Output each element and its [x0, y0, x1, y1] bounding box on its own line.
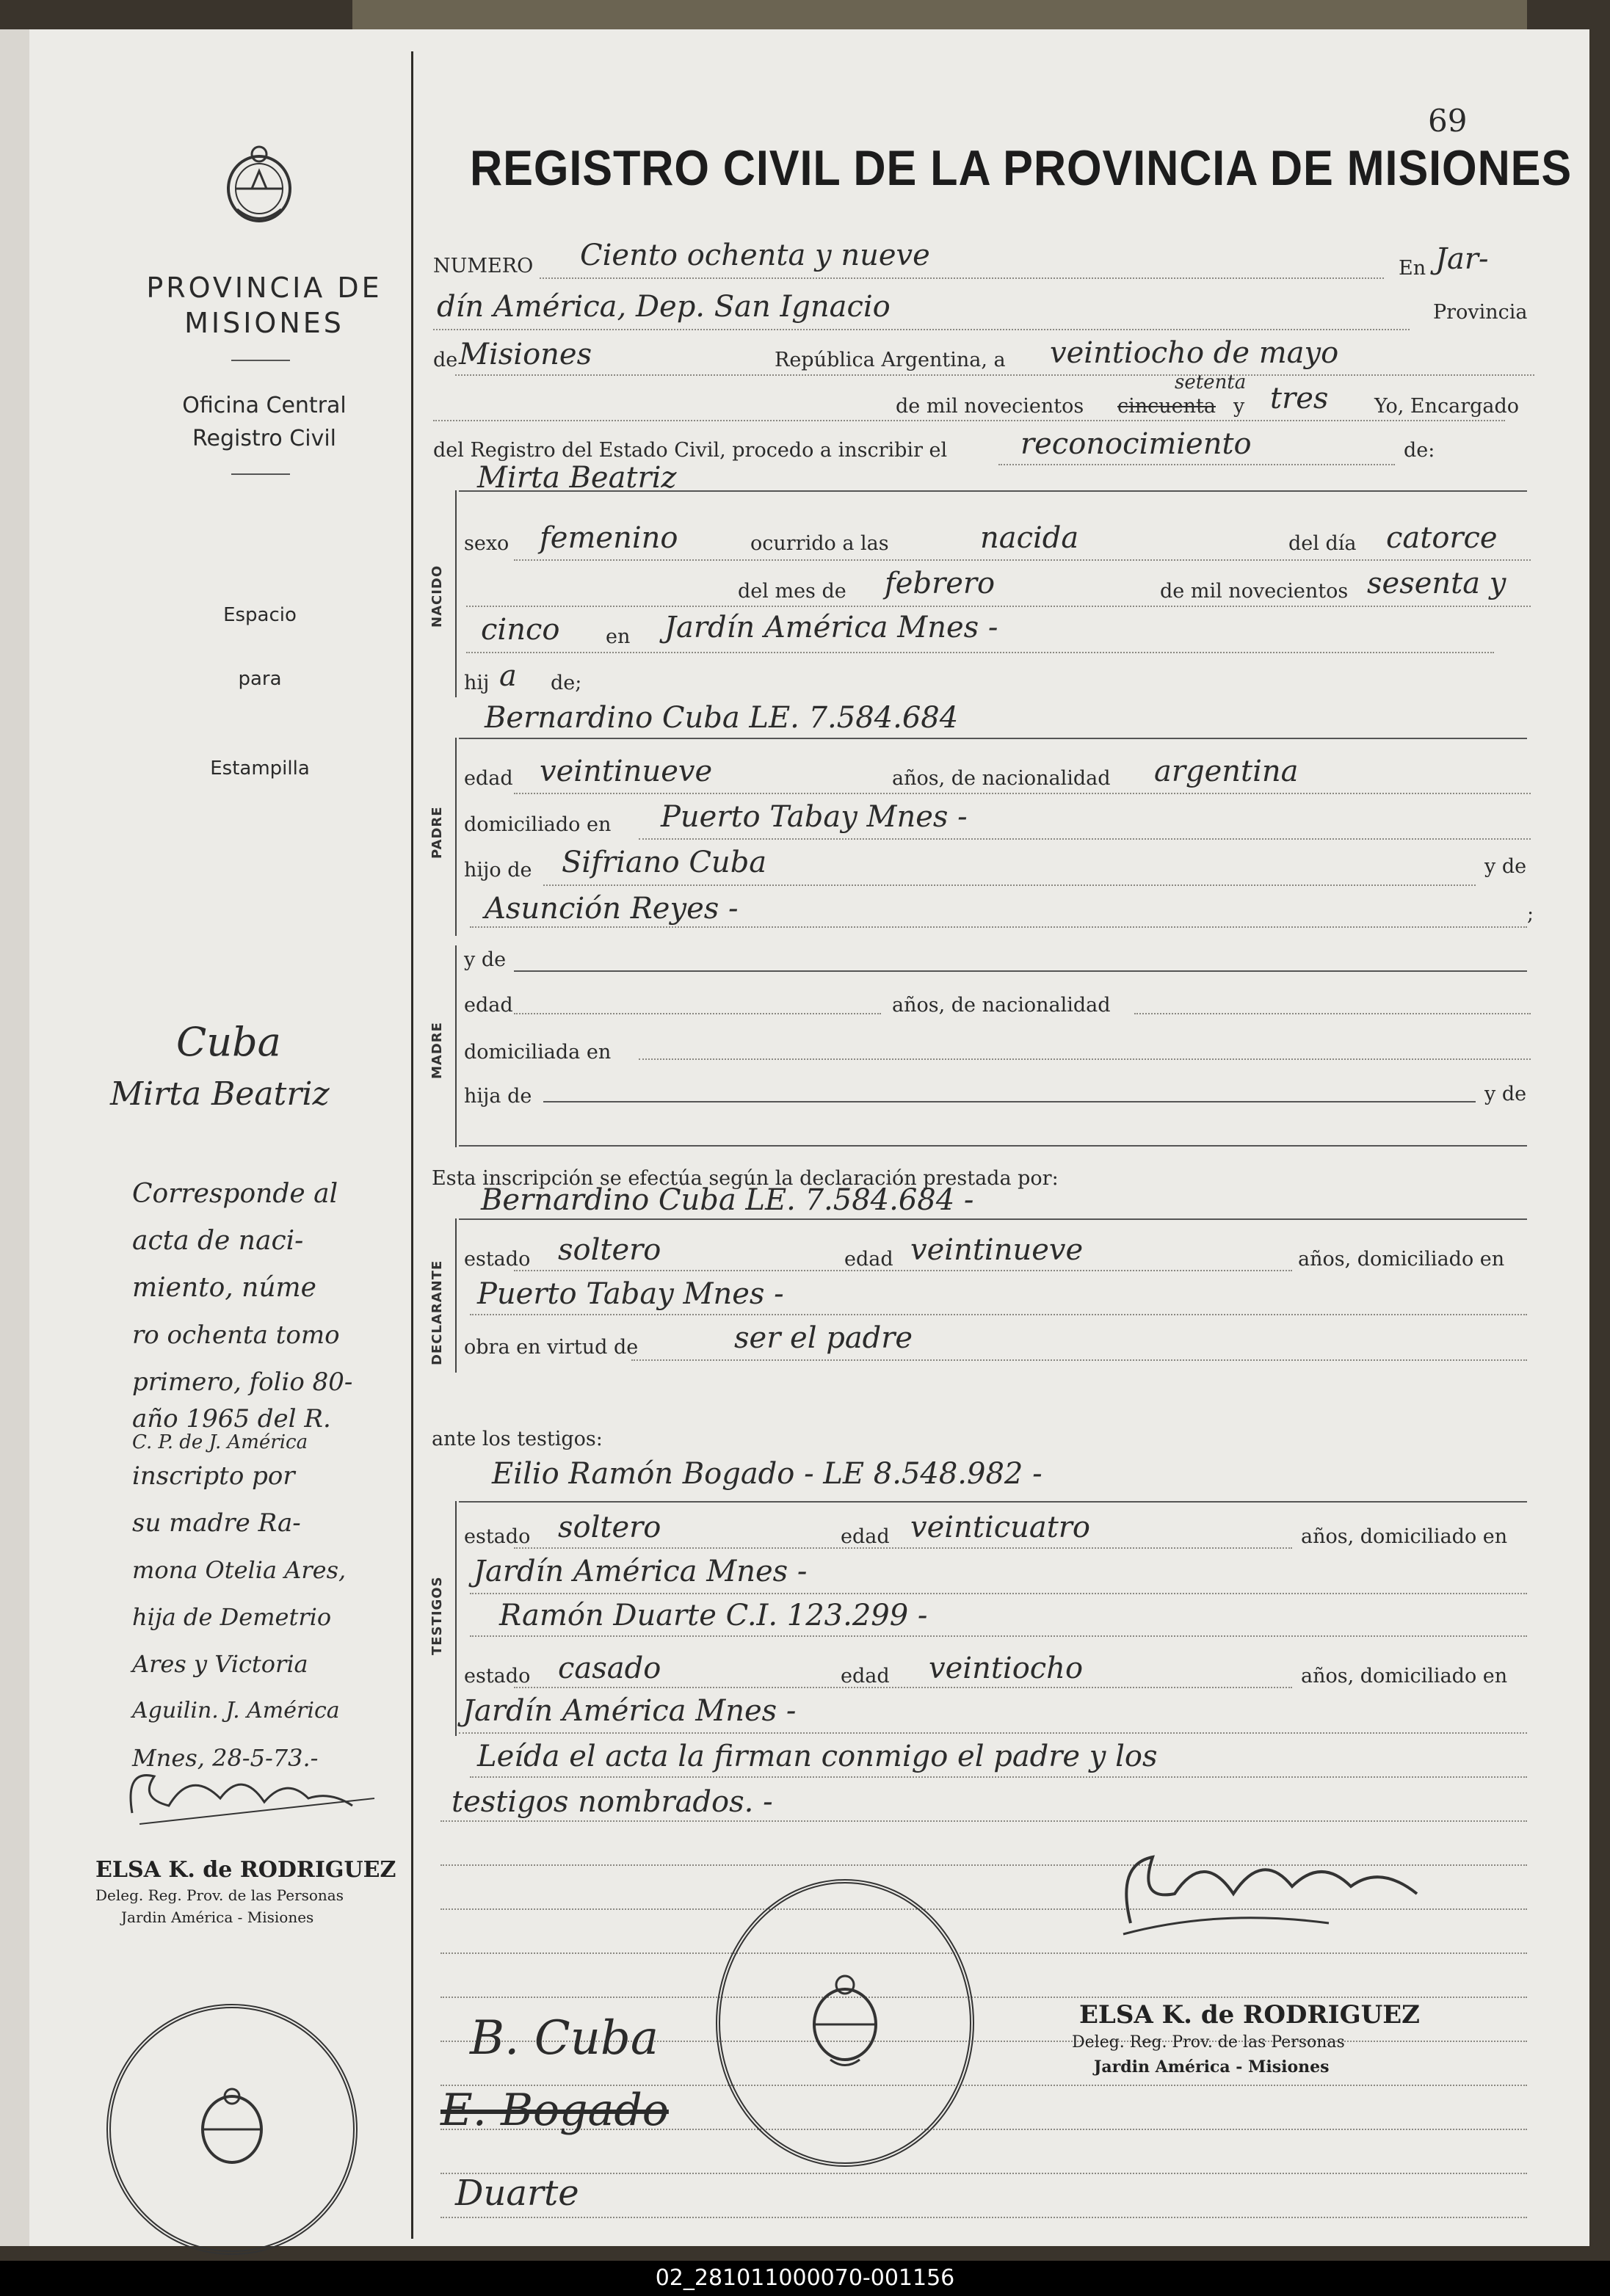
seal-emblem-icon — [188, 2085, 276, 2173]
officer-signature — [1109, 1835, 1432, 1945]
father-edad-value: veintinueve — [540, 755, 713, 788]
mes-value: febrero — [885, 567, 996, 600]
witness1-edad-value: veinticuatro — [910, 1511, 1090, 1544]
page-title: REGISTRO CIVIL DE LA PROVINCIA DE MISIONES — [470, 140, 1573, 196]
office-line2: Registro Civil — [192, 426, 336, 451]
year-setenta-value: setenta — [1175, 371, 1247, 393]
declaracion-label: Esta inscripción se efectúa según la declaración prestada por: — [432, 1167, 1059, 1190]
mother-nacionalidad-label: años, de nacionalidad — [892, 994, 1111, 1017]
image-code-footer: 02_281011000070-001156 — [0, 2261, 1610, 2296]
declarante-section-label: DECLARANTE — [429, 1260, 445, 1365]
cincuenta-label: cincuenta — [1117, 395, 1216, 418]
provincia-label: Provincia — [1433, 301, 1528, 324]
official-stamp-line2: Deleg. Reg. Prov. de las Personas — [1072, 2033, 1345, 2052]
ocurrido-label: ocurrido a las — [750, 532, 889, 555]
child-name-value: Mirta Beatriz — [477, 461, 677, 495]
republica-label: República Argentina, a — [775, 349, 1006, 371]
father-domicilio-label: domiciliado en — [464, 813, 612, 836]
del-mes-label: del mes de — [738, 580, 846, 603]
witness1-domicilio-label: años, domiciliado en — [1301, 1525, 1508, 1548]
mother-hija-de-label: hija de — [464, 1085, 532, 1108]
declarant-domicilio-value: Puerto Tabay Mnes - — [477, 1277, 784, 1311]
year-value-part2: cinco — [481, 613, 560, 647]
year-tres-value: tres — [1270, 382, 1329, 415]
annotation-surname: Cuba — [176, 1019, 281, 1065]
witness2-signature: Duarte — [455, 2173, 579, 2214]
annotation-line: Ares y Victoria — [132, 1650, 308, 1678]
province-title-line2: MISIONES — [184, 307, 344, 339]
office-rule — [231, 473, 290, 475]
father-nacionalidad-value: argentina — [1154, 755, 1299, 788]
declarant-estado-label: estado — [464, 1248, 531, 1271]
page-number: 69 — [1428, 103, 1468, 139]
column-divider — [411, 51, 413, 2239]
margin-officer-stamp-line3: Jardin América - Misiones — [121, 1908, 314, 1926]
left-margin-column — [66, 51, 411, 2239]
stamp-space-label-2: para — [238, 668, 282, 690]
margin-officer-stamp-line2: Deleg. Reg. Prov. de las Personas — [95, 1886, 344, 1904]
stamp-space-label-1: Espacio — [223, 604, 297, 626]
main-oval-seal — [716, 1879, 974, 2167]
annotation-line: primero, folio 80- — [132, 1367, 353, 1397]
mother-edad-label: edad — [464, 994, 513, 1017]
annotation-given-names: Mirta Beatriz — [110, 1075, 330, 1113]
hij-label: hij — [464, 672, 490, 694]
y-label: y — [1233, 395, 1245, 418]
annotation-line: Corresponde al — [132, 1179, 338, 1209]
witness1-estado-value: soltero — [558, 1511, 661, 1544]
annotation-line: mona Otelia Ares, — [132, 1556, 347, 1584]
official-stamp-line1: ELSA K. de RODRIGUEZ — [1079, 2000, 1420, 2030]
declarant-domicilio-label: años, domiciliado en — [1298, 1248, 1505, 1271]
mother-y-de2-label: y de — [1484, 1083, 1527, 1105]
date-value: veintiocho de mayo — [1050, 336, 1339, 370]
de-colon-label: de: — [1404, 439, 1435, 462]
father-mother-value: Asunción Reyes - — [485, 892, 739, 926]
closing-statement-line2: testigos nombrados. - — [452, 1785, 773, 1819]
father-semicolon: ; — [1527, 903, 1534, 926]
mother-y-de-label: y de — [464, 948, 507, 971]
ocurrido-value: nacida — [980, 521, 1079, 555]
witness2-edad-value: veintiocho — [929, 1652, 1084, 1685]
annotation-line: su madre Ra- — [132, 1508, 301, 1538]
declarant-edad-label: edad — [844, 1248, 893, 1271]
closing-statement-line1: Leída el acta la firman conmigo el padre y los — [477, 1740, 1158, 1773]
witness2-name-value: Ramón Duarte C.I. 123.299 - — [499, 1599, 928, 1632]
de-label: de — [433, 349, 458, 371]
father-nacionalidad-label: años, de nacionalidad — [892, 767, 1111, 790]
annotation-line: C. P. de J. América — [132, 1431, 308, 1453]
witness2-estado-label: estado — [464, 1665, 531, 1688]
annotation-line: acta de naci- — [132, 1226, 304, 1256]
en-place-label: en — [606, 625, 631, 648]
official-stamp-line3: Jardin América - Misiones — [1094, 2057, 1330, 2077]
annotation-line: año 1965 del R. — [132, 1404, 331, 1434]
father-domicilio-value: Puerto Tabay Mnes - — [661, 800, 968, 834]
witness2-domicilio-value: Jardín América Mnes - — [463, 1694, 797, 1728]
book-cover-strip — [352, 0, 1527, 29]
en-label: En — [1399, 257, 1426, 280]
madre-section-label: MADRE — [429, 1022, 445, 1079]
father-hijo-de-label: hijo de — [464, 859, 532, 882]
witness2-edad-label: edad — [841, 1665, 890, 1688]
father-name-value: Bernardino Cuba LE. 7.584.684 — [485, 701, 959, 735]
dia-value: catorce — [1386, 521, 1498, 555]
registro-label: del Registro del Estado Civil, procedo a inscribir el — [433, 439, 948, 462]
officer-signature-margin — [110, 1754, 389, 1835]
witness2-domicilio-label: años, domiciliado en — [1301, 1665, 1508, 1688]
witness1-name-value: Eilio Ramón Bogado - LE 8.548.982 - — [492, 1457, 1042, 1491]
numero-label: NUMERO — [433, 255, 534, 277]
annotation-line: ro ochenta tomo — [132, 1320, 340, 1350]
yo-encargado-label: Yo, Encargado — [1374, 395, 1520, 418]
sexo-label: sexo — [464, 532, 510, 555]
numero-value: Ciento ochenta y nueve — [580, 239, 930, 272]
de-value: Misiones — [459, 338, 592, 371]
sexo-value: femenino — [540, 521, 678, 555]
obra-label: obra en virtud de — [464, 1336, 639, 1359]
witness1-edad-label: edad — [841, 1525, 890, 1548]
annotation-line: miento, núme — [132, 1273, 316, 1303]
declarant-name-value: Bernardino Cuba LE. 7.584.684 - — [481, 1183, 974, 1217]
witness2-estado-value: casado — [558, 1652, 661, 1685]
annotation-line: Aguilin. J. América — [132, 1698, 340, 1723]
father-father-value: Sifriano Cuba — [562, 846, 767, 879]
office-line1: Oficina Central — [182, 393, 347, 418]
act-type-value: reconocimiento — [1020, 427, 1252, 461]
testigos-section-label: TESTIGOS — [429, 1576, 445, 1655]
del-dia-label: del día — [1288, 532, 1357, 555]
coat-of-arms-icon — [215, 143, 303, 224]
de-parents-label: de; — [551, 672, 582, 694]
annotation-line: hija de Demetrio — [132, 1603, 332, 1631]
father-edad-label: edad — [464, 767, 513, 790]
father-signature: B. Cuba — [470, 2011, 659, 2066]
margin-round-seal — [106, 2004, 358, 2255]
annotation-line: inscripto por — [132, 1461, 295, 1491]
declarant-estado-value: soltero — [558, 1233, 661, 1267]
province-title-line1: PROVINCIA DE — [146, 272, 382, 304]
year-value-part1: sesenta y — [1367, 567, 1506, 600]
mother-domicilio-label: domiciliada en — [464, 1041, 612, 1064]
witness1-signature: E. Bogado — [440, 2085, 669, 2136]
en-value-part2: dín América, Dep. San Ignacio — [437, 290, 891, 324]
witness1-domicilio-value: Jardín América Mnes - — [474, 1555, 808, 1588]
hij-suffix-value: a — [499, 659, 517, 693]
stamp-space-label-3: Estampilla — [210, 758, 310, 780]
padre-section-label: PADRE — [429, 806, 445, 859]
testigos-label: ante los testigos: — [432, 1428, 603, 1450]
en-value-part1: Jar- — [1435, 242, 1489, 276]
annotation-line: Mnes, 28-5-73.- — [132, 1744, 319, 1772]
title-rule — [231, 360, 290, 361]
nacido-section-label: NACIDO — [429, 564, 445, 628]
marginal-annotation — [132, 1171, 411, 1781]
mil-novecientos-label: de mil novecientos — [896, 395, 1084, 418]
birth-place-value: Jardín América Mnes - — [664, 611, 998, 644]
mil-novecientos-nac-label: de mil novecientos — [1160, 580, 1349, 603]
obra-value: ser el padre — [734, 1321, 913, 1355]
margin-officer-stamp-line1: ELSA K. de RODRIGUEZ — [95, 1857, 396, 1883]
seal-emblem-icon — [797, 1972, 893, 2074]
declarant-edad-value: veintinueve — [910, 1233, 1084, 1267]
witness1-estado-label: estado — [464, 1525, 531, 1548]
father-y-de-label: y de — [1484, 855, 1527, 878]
